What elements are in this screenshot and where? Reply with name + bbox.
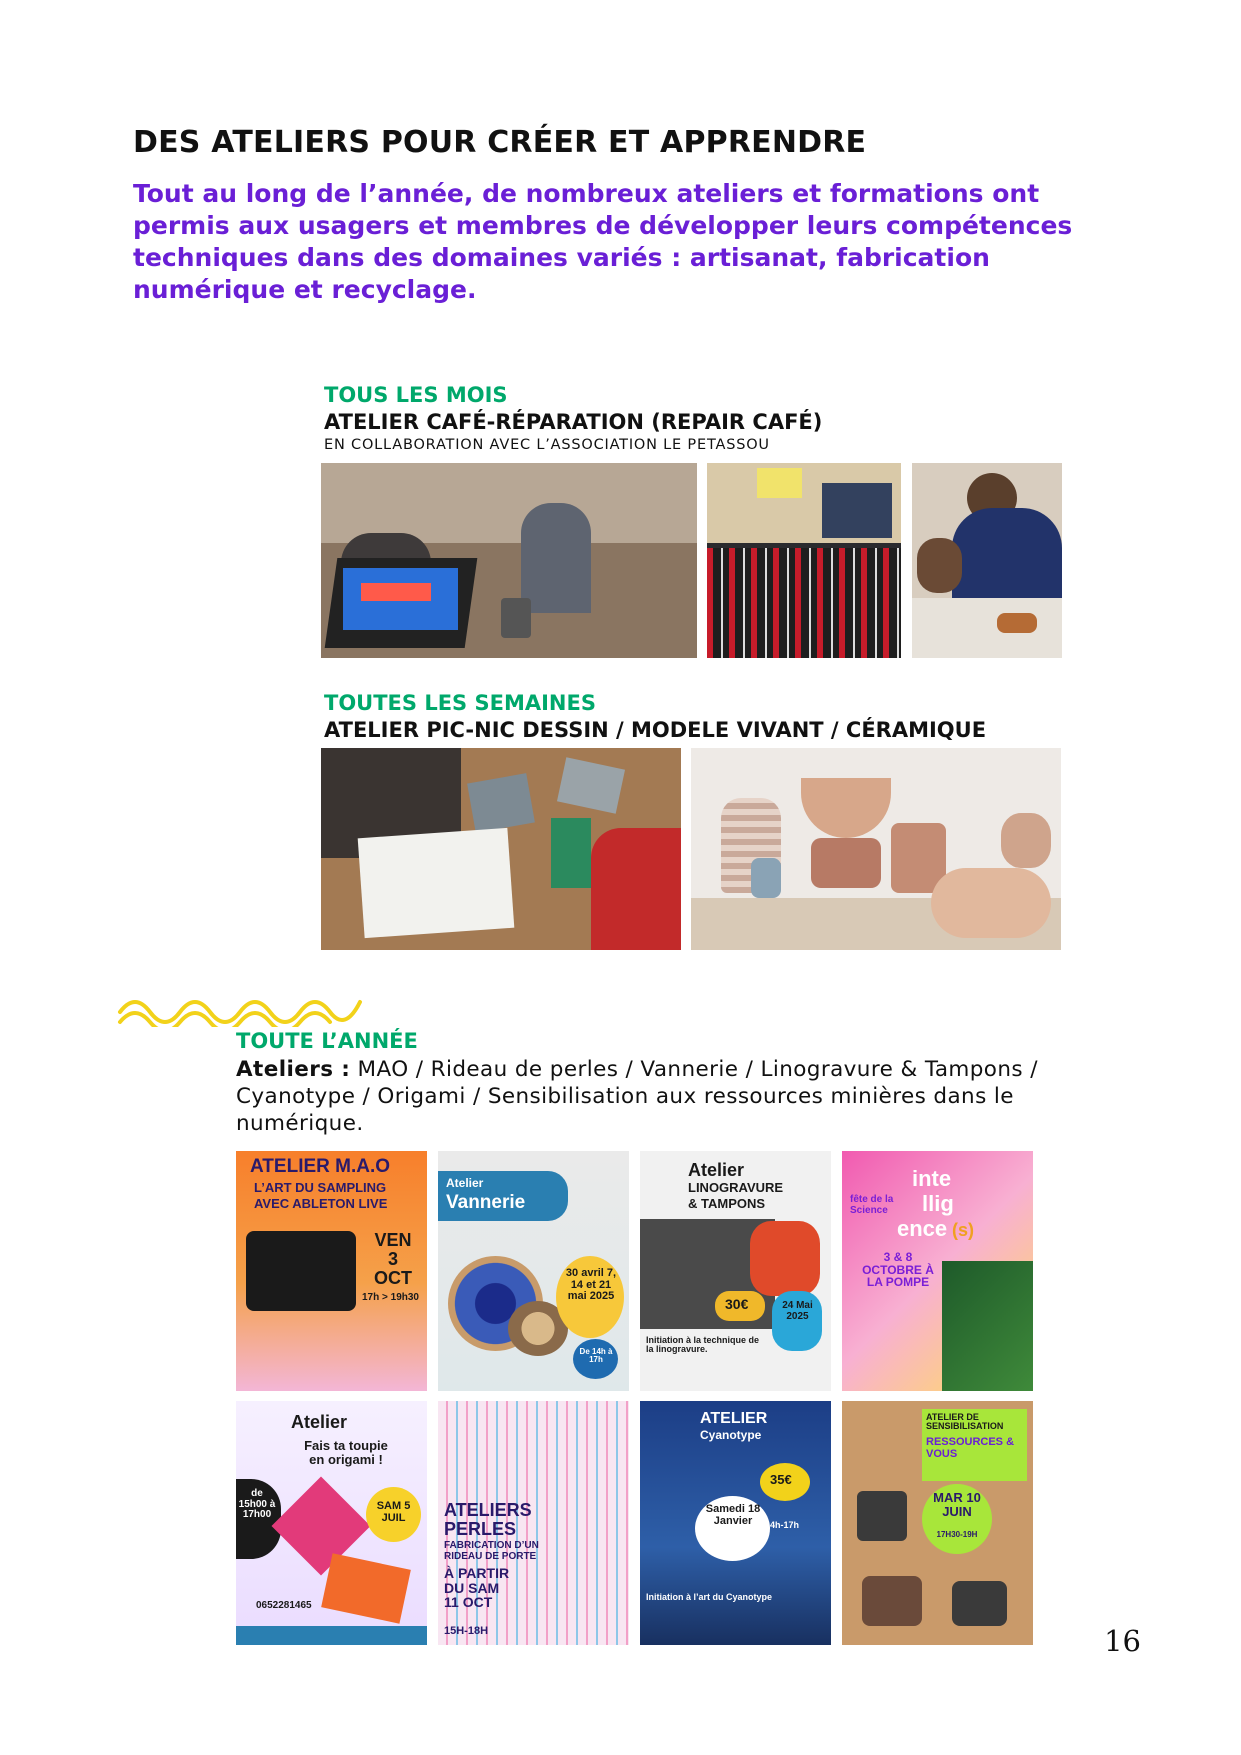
poster-lino-date: 24 Mai 2025	[782, 1300, 813, 1322]
poster-cyano-l2: Cyanotype	[700, 1428, 762, 1442]
monthly-title: ATELIER CAFÉ-RÉPARATION (REPAIR CAFÉ)	[324, 410, 823, 434]
repair-cafe-photo-group	[321, 463, 697, 658]
poster-vannerie-l2: Vannerie	[446, 1192, 526, 1213]
page-title: DES ATELIERS POUR CRÉER ET APPRENDRE	[133, 125, 867, 160]
poster-origami-phone: 0652281465	[256, 1600, 312, 1611]
poster-origami-time: de 15h00 à 17h00	[238, 1488, 276, 1520]
laptop-icon	[246, 1231, 356, 1311]
yearly-text: MAO / Rideau de perles / Vannerie / Linogravure & Tampons / Cyanotype / Origami / Sensibilisation aux ressources minières dans le numérique.	[236, 1057, 1038, 1136]
poster-mao-time: 17h > 19h30	[362, 1292, 419, 1303]
poster-origami-l2: Fais ta toupie en origami !	[304, 1438, 388, 1467]
poster-lino-foot: Initiation à la technique de la linogravure.	[646, 1335, 760, 1355]
poster-mao	[236, 1151, 427, 1391]
yellow-squiggle-decoration	[115, 982, 365, 1027]
poster-vannerie-l1: Atelier	[446, 1176, 484, 1190]
poster-mao-title: ATELIER M.A.O	[250, 1156, 391, 1177]
intro-paragraph: Tout au long de l’année, de nombreux ateliers et formations ont permis aux usagers et membres de développer leurs compétences techniques dans des domaines variés : artisanat, fabrication numérique et recyclage.	[133, 179, 1073, 304]
yearly-description	[236, 1056, 1056, 1137]
poster-lino	[640, 1151, 831, 1391]
poster-lino-l3: & TAMPONS	[688, 1196, 766, 1211]
drawing-workshop-photo	[321, 748, 681, 950]
poster-sensib-date: MAR 10 JUIN	[933, 1490, 981, 1519]
poster-mao-line2: L’ART DU SAMPLING	[254, 1180, 387, 1195]
poster-vannerie	[438, 1151, 629, 1391]
weekly-frequency: TOUTES LES SEMAINES	[324, 691, 596, 715]
poster-vannerie-date: 30 avril 7, 14 et 21 mai 2025	[565, 1267, 617, 1303]
repair-person-photo	[912, 463, 1062, 658]
monthly-subtitle: EN COLLABORATION AVEC L’ASSOCIATION LE PETASSOU	[324, 437, 770, 453]
ceramics-photo	[691, 748, 1061, 950]
page-number: 16	[1104, 1624, 1141, 1658]
poster-perles-l1: ATELIERS PERLES	[444, 1500, 532, 1539]
poster-perles	[438, 1401, 629, 1645]
poster-vannerie-time: De 14h à 17h	[579, 1347, 613, 1365]
poster-origami-date: SAM 5 JUIL	[376, 1500, 411, 1524]
poster-mao-line3: AVEC ABLETON LIVE	[254, 1196, 388, 1211]
poster-sensib-l2: RESSOURCES & VOUS	[926, 1436, 1015, 1460]
poster-science-l2: llig	[922, 1191, 954, 1216]
poster-perles-date: À PARTIR DU SAM 11 OCT	[444, 1565, 510, 1611]
poster-origami-l1: Atelier	[291, 1412, 348, 1432]
poster-cyano-foot: Initiation à l’art du Cyanotype	[646, 1592, 773, 1602]
poster-cyano	[640, 1401, 831, 1645]
poster-mao-date: VEN 3 OCT	[374, 1230, 412, 1288]
poster-science-date: 3 & 8 OCTOBRE À LA POMPE	[862, 1250, 934, 1290]
yearly-frequency: TOUTE L’ANNÉE	[236, 1029, 418, 1053]
poster-lino-l2: LINOGRAVURE	[688, 1180, 784, 1195]
tools-photo	[707, 463, 901, 658]
poster-perles-l2: FABRICATION D’UN RIDEAU DE PORTE	[444, 1540, 539, 1562]
poster-sensib-time: 17H30-19H	[936, 1530, 978, 1539]
poster-cyano-time: 14h-17h	[765, 1520, 800, 1530]
poster-cyano-date: Samedi 18 Janvier	[705, 1503, 761, 1527]
poster-cyano-l1: ATELIER	[700, 1410, 768, 1427]
monthly-frequency: TOUS LES MOIS	[324, 383, 508, 407]
poster-lino-l1: Atelier	[688, 1160, 745, 1180]
poster-science-l3: ence	[897, 1216, 948, 1241]
poster-sensibilisation	[842, 1401, 1033, 1645]
poster-cyano-price: 35€	[770, 1472, 792, 1487]
poster-science-l1: inte	[912, 1166, 952, 1191]
poster-science-small: fête de la Science	[850, 1194, 894, 1216]
poster-sensib-l1: ATELIER DE SENSIBILISATION	[926, 1412, 1004, 1432]
poster-lino-price: 30€	[725, 1296, 749, 1312]
poster-science	[842, 1151, 1033, 1391]
yearly-label: Ateliers :	[236, 1057, 351, 1082]
weekly-title: ATELIER PIC-NIC DESSIN / MODELE VIVANT / CÉRAMIQUE	[324, 718, 987, 742]
poster-perles-time: 15H-18H	[444, 1625, 489, 1637]
poster-science-l4: (s)	[952, 1220, 974, 1240]
poster-origami	[236, 1401, 427, 1645]
